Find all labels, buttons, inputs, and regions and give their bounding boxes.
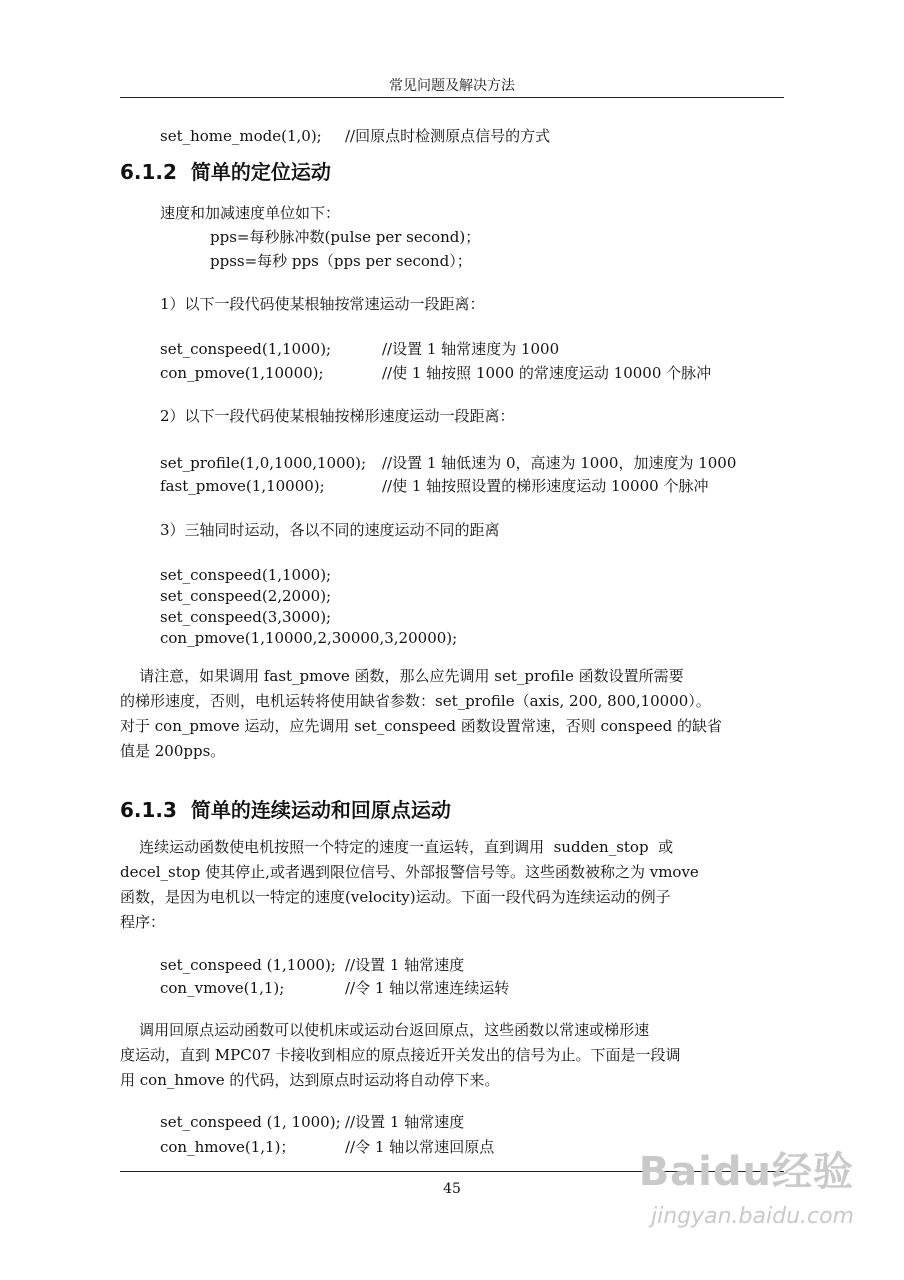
code-line: con_hmove(1,1)； bbox=[160, 1138, 296, 1156]
units-intro: 速度和加减速度单位如下： bbox=[160, 204, 341, 222]
code-line: fast_pmove(1,10000); bbox=[160, 477, 325, 495]
paragraph-line: 度运动，直到 MPC07 卡接收到相应的原点接近开关发出的信号为止。下面是一段调 bbox=[120, 1046, 681, 1064]
note-paragraph bbox=[120, 664, 784, 764]
example3-title: 3）三轴同时运动，各以不同的速度运动不同的距离 bbox=[160, 521, 500, 539]
code-comment: //设置 1 轴低速为 0，高速为 1000，加速度为 1000 bbox=[382, 454, 737, 472]
paragraph-line: 对于 con_pmove 运动，应先调用 set_conspeed 函数设置常速，否则 conspeed 的缺省 bbox=[120, 717, 723, 735]
code-line: con_pmove(1,10000,2,30000,3,20000); bbox=[160, 629, 458, 647]
baidu-watermark bbox=[634, 1148, 854, 1258]
code-comment: //设置 1 轴常速度 bbox=[345, 1113, 465, 1131]
unit-pps: pps=每秒脉冲数(pulse per second)； bbox=[210, 228, 481, 246]
code-comment: //设置 1 轴常速度为 1000 bbox=[382, 340, 560, 358]
code-line: con_pmove(1,10000); bbox=[160, 364, 324, 382]
code-comment: //使 1 轴按照设置的梯形速度运动 10000 个脉冲 bbox=[382, 477, 709, 495]
page-number: 45 bbox=[443, 1181, 461, 1197]
code-line: con_vmove(1,1); bbox=[160, 979, 285, 997]
paragraph-line: 连续运动函数使电机按照一个特定的速度一直运转，直到调用 sudden_stop 或 bbox=[120, 838, 674, 856]
example1-title: 1）以下一段代码使某根轴按常速运动一段距离： bbox=[160, 295, 485, 313]
code-comment: //令 1 轴以常速回原点 bbox=[345, 1138, 495, 1156]
header-rule bbox=[120, 97, 784, 98]
paragraph-line: 用 con_hmove 的代码，达到原点时运动将自动停下来。 bbox=[120, 1071, 500, 1089]
paragraph-line: 值是 200pps。 bbox=[120, 742, 226, 760]
paragraph-line: 的梯形速度，否则，电机运转将使用缺省参数：set_profile（axis, 200, 800,10000）。 bbox=[120, 692, 711, 710]
code-comment: //令 1 轴以常速连续运转 bbox=[345, 979, 510, 997]
homing-paragraph bbox=[120, 1018, 784, 1093]
code-comment: //设置 1 轴常速度 bbox=[345, 956, 465, 974]
code-line: set_conspeed (1,1000); bbox=[160, 956, 336, 974]
intro-code-comment: //回原点时检测原点信号的方式 bbox=[345, 127, 551, 145]
watermark-logo: Baidu经验 bbox=[638, 1149, 854, 1195]
code-line: set_conspeed(1,1000); bbox=[160, 340, 332, 358]
paragraph-line: 程序： bbox=[120, 913, 166, 931]
running-header: 常见问题及解决方法 bbox=[389, 78, 515, 94]
section-heading-6-1-3: 6.1.3 简单的连续运动和回原点运动 bbox=[120, 798, 451, 822]
code-line: set_conspeed(2,2000); bbox=[160, 587, 332, 605]
section-heading-6-1-2: 6.1.2 简单的定位运动 bbox=[120, 160, 331, 184]
intro-code: set_home_mode(1,0); bbox=[160, 127, 322, 145]
code-line: set_profile(1,0,1000,1000); bbox=[160, 454, 367, 472]
code-line: set_conspeed(3,3000); bbox=[160, 608, 332, 626]
example2-title: 2）以下一段代码使某根轴按梯形速度运动一段距离： bbox=[160, 407, 515, 425]
watermark-url: jingyan.baidu.com bbox=[650, 1204, 854, 1229]
paragraph-line: 请注意，如果调用 fast_pmove 函数，那么应先调用 set_profile 函数设置所需要 bbox=[120, 667, 684, 685]
code-line: set_conspeed(1,1000); bbox=[160, 566, 332, 584]
code-comment: //使 1 轴按照 1000 的常速度运动 10000 个脉冲 bbox=[382, 364, 712, 382]
code-line: set_conspeed (1, 1000); bbox=[160, 1113, 341, 1131]
paragraph-line: 调用回原点运动函数可以使机床或运动台返回原点，这些函数以常速或梯形速 bbox=[120, 1021, 650, 1039]
continuous-motion-paragraph bbox=[120, 835, 784, 935]
paragraph-line: 函数，是因为电机以一特定的速度(velocity)运动。下面一段代码为连续运动的例子 bbox=[120, 888, 671, 906]
paragraph-line: decel_stop 使其停止,或者遇到限位信号、外部报警信号等。这些函数被称之为 vmove bbox=[120, 863, 699, 881]
unit-ppss: ppss=每秒 pps（pps per second）； bbox=[210, 252, 472, 270]
